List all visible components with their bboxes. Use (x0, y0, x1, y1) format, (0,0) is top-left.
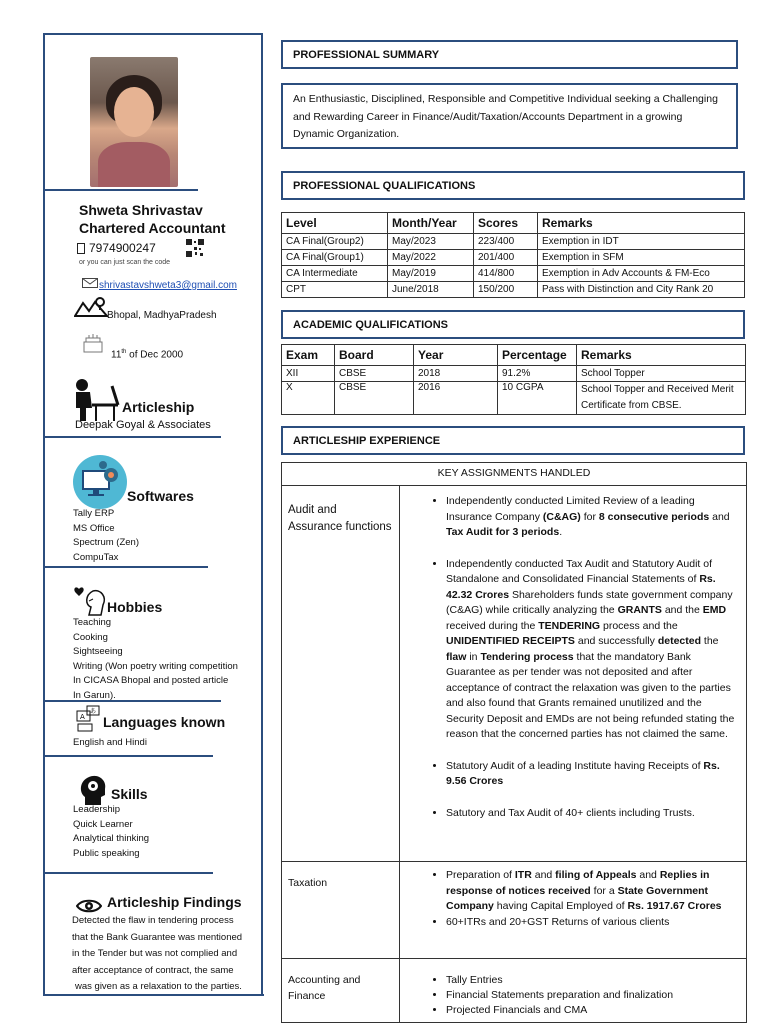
findings-heading: Articleship Findings (107, 894, 242, 910)
table-row: CA Final(Group2) May/2023 223/400 Exemption in IDT (282, 234, 745, 250)
list-item: CompuTax (73, 551, 119, 563)
summary-heading-box (281, 40, 738, 69)
prof-qual-table (281, 212, 745, 298)
taxation-cell (400, 862, 747, 959)
languages-heading: Languages known (103, 714, 226, 730)
table-row: CPT June/2018 150/200 Pass with Distinction and City Rank 20 (282, 282, 745, 298)
phone-row (77, 241, 156, 255)
audit-label: Audit and Assurance functions (282, 486, 400, 862)
list-item: Writing (Won poetry writing competition (73, 660, 238, 672)
table-row: CA Intermediate May/2019 414/800 Exemption in Adv Accounts & FM-Eco (282, 266, 745, 282)
location-text: Bhopal, MadhyaPradesh (107, 310, 217, 321)
softwares-heading: Softwares (127, 488, 194, 504)
skills-list (73, 803, 149, 861)
list-item: • Preparation of ITR and filing of Appeals and Replies in response of notices received for a State Government Company having Capital Employed of Rs. 1917.67 Crores (446, 868, 740, 915)
profile-photo (90, 57, 178, 187)
scan-note: or you can just scan the code (79, 259, 171, 266)
assignments-table (281, 462, 747, 1023)
experience-heading: ARTICLESHIP EXPERIENCE (293, 434, 441, 447)
hobbies-list (73, 616, 263, 703)
table-row: CA Final(Group1) May/2022 201/400 Exemption in SFM (282, 250, 745, 266)
articleship-firm: Deepak Goyal & Associates (75, 419, 211, 431)
findings-text: Detected the flaw in tendering process that the Bank Guarantee was mentioned in the Tender but was not complied and after acceptance of contract, the same was given as a relaxation to the parties. (72, 915, 243, 992)
accounting-label: Accounting and Finance (282, 959, 400, 1023)
divider (43, 436, 221, 438)
list-item: • Financial Statements preparation and finalization (446, 988, 740, 1003)
location-icon (74, 297, 108, 322)
table-row: XII CBSE 2018 91.2% School Topper (282, 366, 746, 382)
languages-text: English and Hindi (73, 737, 147, 748)
phone-icon (77, 243, 85, 254)
email-icon (82, 275, 98, 293)
date-of-birth: 11th of Dec 2000 (111, 349, 184, 361)
divider (43, 755, 213, 757)
divider (43, 566, 208, 568)
skills-heading: Skills (111, 786, 148, 802)
languages-icon (75, 705, 101, 740)
acad-qual-table (281, 344, 746, 415)
list-item: Analytical thinking (73, 833, 150, 844)
candidate-title: Chartered Accountant (79, 220, 226, 236)
list-item: Sightseeing (73, 646, 123, 657)
list-item: • Tally Entries (446, 973, 740, 988)
email-link[interactable]: shrivastavshweta3@gmail.com (99, 280, 237, 291)
list-item: Teaching (73, 617, 112, 628)
taxation-label: Taxation (282, 862, 400, 959)
prof-qual-heading: PROFESSIONAL QUALIFICATIONS (293, 179, 476, 192)
divider (43, 994, 264, 996)
acad-qual-heading: ACADEMIC QUALIFICATIONS (293, 318, 449, 331)
divider (43, 872, 213, 874)
list-item: Spectrum (Zen) (73, 537, 139, 548)
table-header-row: Level Month/Year Scores Remarks (282, 213, 745, 234)
list-item: In CICASA Bhopal and posted article (73, 675, 229, 686)
list-item: Public speaking (73, 847, 140, 859)
assignments-title: KEY ASSIGNMENTS HANDLED (282, 463, 747, 486)
experience-heading-box (281, 426, 745, 455)
hobbies-heading: Hobbies (107, 599, 163, 615)
summary-box (281, 83, 738, 149)
qr-code-icon (186, 239, 204, 257)
summary-heading: PROFESSIONAL SUMMARY (293, 48, 440, 61)
list-item: • Statutory Audit of a leading Institute having Receipts of Rs. 9.56 Crores (446, 759, 740, 790)
list-item: Leadership (73, 804, 121, 815)
divider (43, 189, 198, 191)
table-header-row: Exam Board Year Percentage Remarks (282, 345, 746, 366)
list-item: • 60+ITRs and 20+GST Returns of various clients (446, 915, 740, 931)
acad-qual-heading-box (281, 310, 745, 339)
list-item: • Satutory and Tax Audit of 40+ clients including Trusts. (446, 806, 740, 822)
list-item: Cooking (73, 631, 108, 643)
softwares-list (73, 507, 139, 565)
computer-gear-icon (73, 455, 127, 509)
svg-text:A: A (80, 713, 85, 721)
candidate-name: Shweta Shrivastav (79, 202, 203, 218)
list-item: MS Office (73, 522, 115, 534)
accounting-cell (400, 959, 747, 1023)
list-item: • Projected Financials and CMA (446, 1003, 740, 1018)
list-item: Quick Learner (73, 818, 133, 830)
list-item: Tally ERP (73, 508, 115, 519)
birthday-cake-icon (82, 333, 104, 358)
articleship-heading: Articleship (122, 399, 195, 415)
list-item: • Independently conducted Limited Review of a leading Insurance Company (C&AG) for 8 consecutive periods and Tax Audit for 3 periods. (446, 494, 740, 541)
audit-cell (400, 486, 747, 862)
phone-number: 7974900247 (89, 241, 156, 255)
list-item: In Garun). (73, 689, 116, 701)
list-item: • Independently conducted Tax Audit and Statutory Audit of Standalone and Consolidated Financial Statements of Rs. 42.32 Crores Shareholders funds state government company (C&AG) while critically analyzing the GRANTS and the EMD received during the TENDERING process and the UNIDENTIFIED RECEIPTS and successfully detected the flaw in Tendering process that the mandatory Bank Guarantee as per tender was not deposited and after acceptance of contract the relaxation was given to the parties and also found that Grants remained unutilized and the Security Deposit and EMDs are not being refunded stating the reason that the concerned parties has not claimed the same. (446, 557, 740, 743)
table-row: X CBSE 2016 10 CGPA School Topper and Received Merit Certificate from CBSE. (282, 382, 746, 415)
prof-qual-heading-box (281, 171, 745, 200)
summary-text: An Enthusiastic, Disciplined, Responsible and Competitive Individual seeking a Challenging and Rewarding Career in Finance/Audit/Taxation/Accounts Department in a growing Dynamic Organization. (293, 93, 718, 140)
svg-text:あ: あ (90, 708, 97, 715)
divider (43, 700, 221, 702)
